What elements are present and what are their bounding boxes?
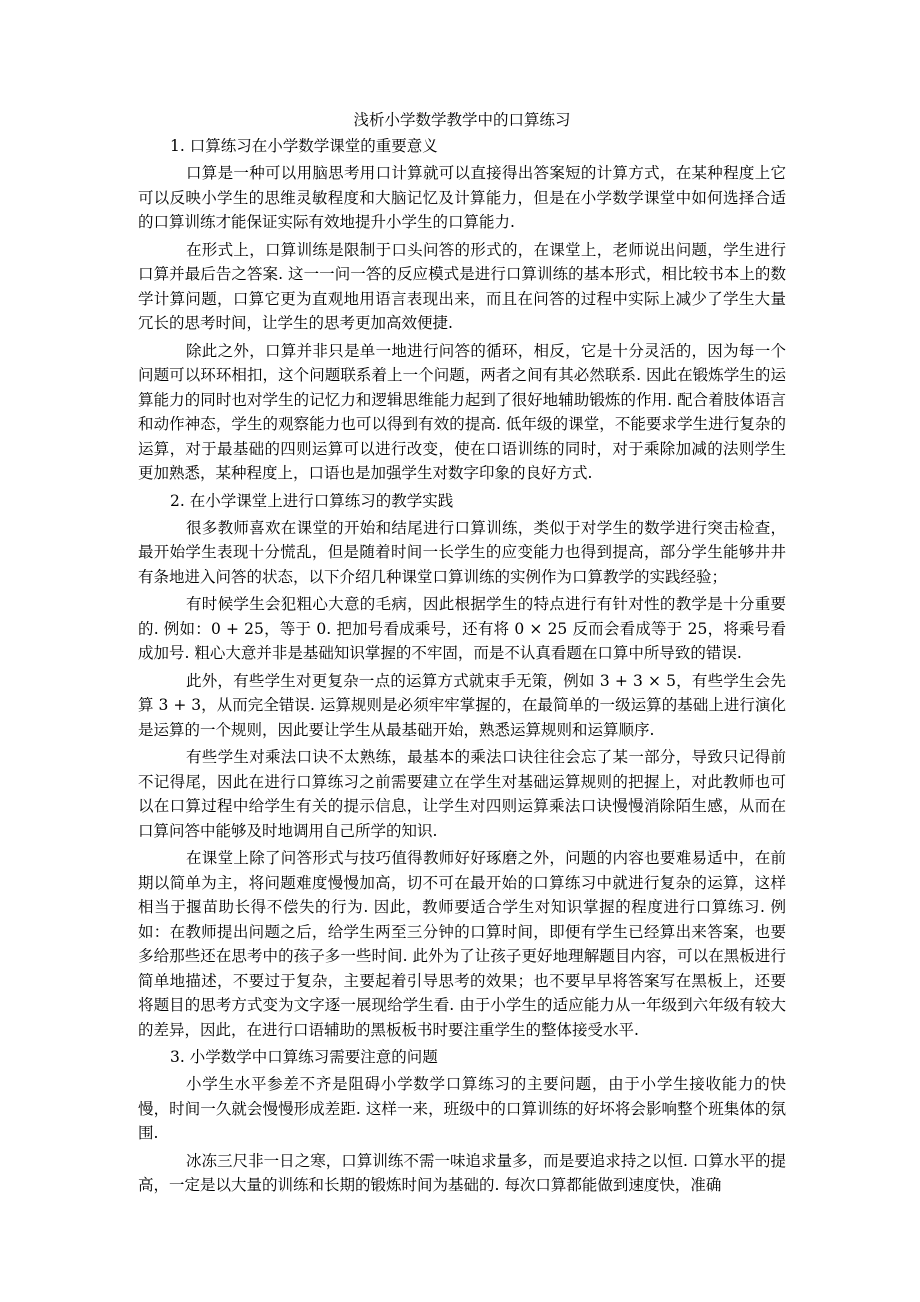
section-3-heading: 3. 小学数学中口算练习需要注意的问题 — [170, 1048, 438, 1066]
section-2-paragraph-1: 很多教师喜欢在课堂的开始和结尾进行口算训练，类似于对学生的数学进行突击检查，最开始学生表现十分慌乱，但是随着时间一长学生的应变能力也得到提高，部分学生能够井井有条地进入问答的状态，以下介绍几种课堂口算训练的实例作为口算教学的实践经验； — [138, 518, 786, 586]
section-2-paragraph-3: 此外，有些学生对更复杂一点的运算方式就束手无策，例如 3 + 3 × 5，有些学生会先算 3 + 3，从而完全错误. 运算规则是必须牢牢掌握的，在最简单的一级运算的基础上进行演化是运算的一个规则，因此要让学生从最基础开始，熟悉运算规则和运算顺序. — [138, 671, 786, 739]
section-2-paragraph-2: 有时候学生会犯粗心大意的毛病，因此根据学生的特点进行有针对性的教学是十分重要的. 例如：0 + 25，等于 0. 把加号看成乘号，还有将 0 × 25 反而会看成等于 25，将乘号看成加号. 粗心大意并非是基础知识掌握的不牢固，而是不认真看题在口算中所导致的错误. — [138, 595, 786, 662]
document-page — [138, 108, 786, 1198]
section-2-paragraph-4: 有些学生对乘法口诀不太熟练，最基本的乘法口诀往往会忘了某一部分，导致只记得前不记得尾，因此在进行口算练习之前需要建立在学生对基础运算规则的把握上，对此教师也可以在口算过程中给学生有关的提示信息，让学生对四则运算乘法口诀慢慢消除陌生感，从而在口算问答中能够及时地调用自己所学的知识. — [138, 748, 786, 840]
section-1-paragraph-1: 口算是一种可以用脑思考用口计算就可以直接得出答案短的计算方式，在某种程度上它可以反映小学生的思维灵敏程度和大脑记忆及计算能力，但是在小学数学课堂中如何选择合适的口算训练才能保证实际有效地提升小学生的口算能力. — [138, 164, 786, 231]
section-3-paragraph-2: 冰冻三尺非一日之寒，口算训练不需一味追求量多，而是要追求持之以恒. 口算水平的提高，一定是以大量的训练和长期的锻炼时间为基础的. 每次口算都能做到速度快，准确 — [138, 1151, 786, 1194]
section-2-paragraph-5: 在课堂上除了问答形式与技巧值得教师好好琢磨之外，问题的内容也要难易适中，在前期以简单为主，将问题难度慢慢加高，切不可在最开始的口算练习中就进行复杂的运算，这样相当于揠苗助长得不偿失的行为. 因此，教师要适合学生对知识掌握的程度进行口算练习. 例如：在教师提出问题之后，给学生两至三分钟的口算时间，即便有学生已经算出来答案，也要多给那些还在思考中的孩子多一些时间. 此外为了让孩子更好地理解题目内容，可以在黑板进行简单地描述，不要过于复杂，主要起着引导思考的效果；也不要早早将答案写在黑板上，还要将题目的思考方式变为文字逐一展现给学生看. 由于小学生的适应能力从一年级到六年级有较大的差异，因此，在进行口语辅助的黑板板书时要注重学生的整体接受水平. — [138, 849, 786, 1039]
section-2-heading: 2. 在小学课堂上进行口算练习的教学实践 — [170, 491, 454, 510]
section-1-heading: 1. 口算练习在小学数学课堂的重要意义 — [170, 137, 438, 155]
document-title: 浅析小学数学教学中的口算练习 — [353, 111, 571, 129]
section-1-paragraph-2: 在形式上，口算训练是限制于口头问答的形式的，在课堂上，老师说出问题，学生进行口算并最后告之答案. 这一一问一答的反应模式是进行口算训练的基本形式，相比较书本上的数学计算问题，口算它更为直观地用语言表现出来，而且在问答的过程中实际上减少了学生大量冗长的思考时间，让学生的思考更加高效便捷. — [138, 240, 786, 332]
section-1-paragraph-3: 除此之外，口算并非只是单一地进行问答的循环，相反，它是十分灵活的，因为每一个问题可以环环相扣，这个问题联系着上一个问题，两者之间有其必然联系. 因此在锻炼学生的运算能力的同时也对学生的记忆力和逻辑思维能力起到了很好地辅助锻炼的作用. 配合着肢体语言和动作神态，学生的观察能力也可以得到有效的提高. 低年级的课堂，不能要求学生进行复杂的运算，对于最基础的四则运算可以进行改变，使在口语训练的同时，对于乘除加减的法则学生更加熟悉，某种程度上，口语也是加强学生对数字印象的良好方式. — [138, 341, 786, 482]
section-3-paragraph-1: 小学生水平参差不齐是阻碍小学数学口算练习的主要问题，由于小学生接收能力的快慢，时间一久就会慢慢形成差距. 这样一来，班级中的口算训练的好坏将会影响整个班集体的氛围. — [138, 1075, 786, 1142]
